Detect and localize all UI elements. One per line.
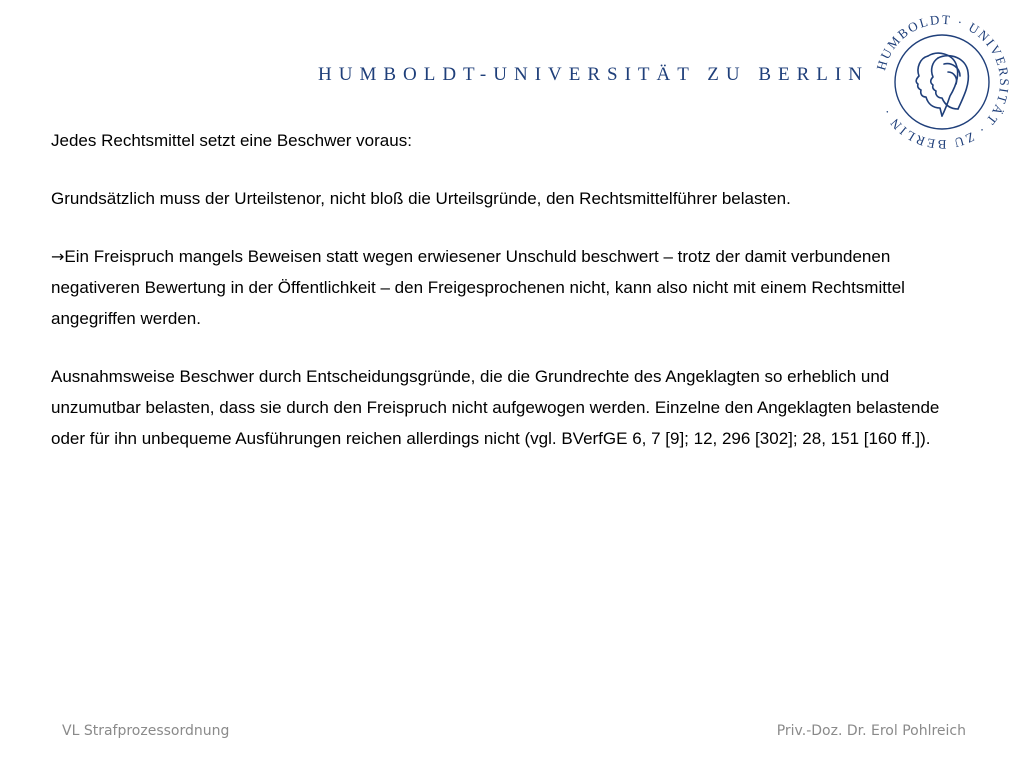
- paragraph-freispruch-text: Ein Freispruch mangels Beweisen statt wegen erwiesener Unschuld beschwert – trotz der damit verbundenen negativeren Bewertung in der Öffentlichkeit – den Freigesprochenen nicht, kann also nicht mit einem Rechtsmittel angegriffen werden.: [51, 247, 905, 328]
- paragraph-ausnahme: Ausnahmsweise Beschwer durch Entscheidungsgründe, die die Grundrechte des Angeklagten so erheblich und unzumutbar belasten, dass sie durch den Freispruch nicht aufgewogen werden. Einzelne den Angeklagten belastende oder für ihn unbequeme Ausführungen reichen allerdings nicht (vgl. BVerfGE 6, 7 [9]; 12, 296 [302]; 28, 151 [160 ff.]).: [51, 367, 940, 448]
- footer-lecturer-name: Priv.-Doz. Dr. Erol Pohlreich: [776, 723, 966, 739]
- paragraph-urteilstenor: Grundsätzlich muss der Urteilstenor, nicht bloß die Urteilsgründe, den Rechtsmittelführer belasten.: [51, 189, 791, 208]
- paragraph-beschwer-intro: Jedes Rechtsmittel setzt eine Beschwer voraus:: [51, 131, 412, 150]
- footer-course-title: VL Strafprozessordnung: [62, 723, 230, 739]
- right-arrow-icon: →: [51, 247, 65, 266]
- paragraph-freispruch: [51, 241, 951, 334]
- university-wordmark: HUMBOLDT-UNIVERSITÄT ZU BERLIN: [318, 64, 869, 85]
- slide-body: [51, 125, 951, 454]
- svg-text:HUMBOLDT · UNIVERSITÄT · ZU BE: HUMBOLDT · UNIVERSITÄT · ZU BERLIN ·: [873, 12, 1012, 152]
